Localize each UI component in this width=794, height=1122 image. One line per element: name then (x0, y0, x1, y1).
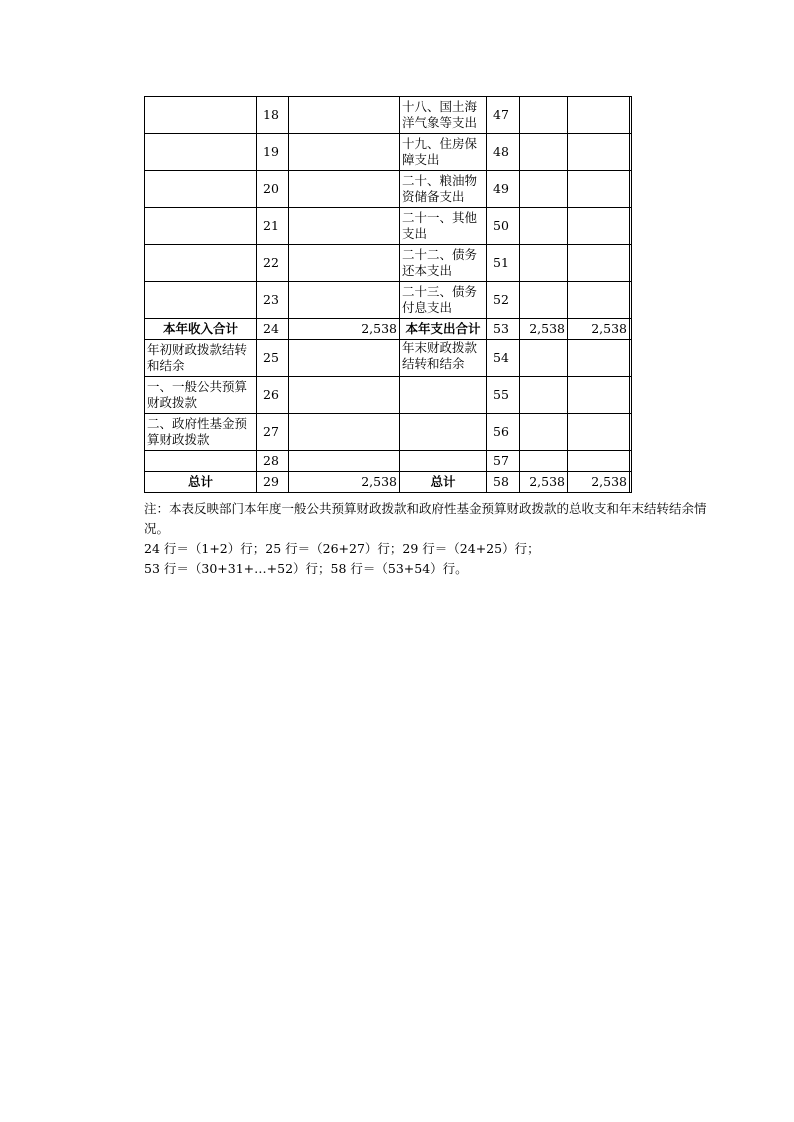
grand-total-expense: 2,538 (568, 472, 630, 493)
expense-amount (568, 134, 630, 171)
expense-item-name: 二十、粮油物资储备支出 (400, 171, 487, 208)
table-row (145, 97, 632, 134)
expense-amount (568, 282, 630, 319)
row-number: 56 (487, 414, 520, 451)
table-row (145, 245, 632, 282)
expense-item-name: 二十三、债务付息支出 (400, 282, 487, 319)
row-number: 20 (257, 171, 289, 208)
income-item-name (145, 134, 257, 171)
row-number: 53 (487, 319, 520, 340)
expense-amount (630, 414, 632, 451)
expense-amount (568, 377, 630, 414)
table-row (145, 208, 632, 245)
fiscal-appropriation-table (144, 96, 632, 493)
row-number: 28 (257, 451, 289, 472)
expense-amount (520, 134, 568, 171)
row-number: 18 (257, 97, 289, 134)
row-number: 23 (257, 282, 289, 319)
row-number: 54 (487, 340, 520, 377)
row-number: 29 (257, 472, 289, 493)
expense-amount (568, 245, 630, 282)
row-number: 58 (487, 472, 520, 493)
expense-amount (630, 451, 632, 472)
expense-item-name: 十八、国土海洋气象等支出 (400, 97, 487, 134)
row-number: 47 (487, 97, 520, 134)
expense-amount (630, 282, 632, 319)
table-row (145, 414, 632, 451)
income-amount (289, 377, 400, 414)
income-total-amount: 2,538 (289, 319, 400, 340)
expense-amount (520, 282, 568, 319)
expense-total-amount (630, 319, 632, 340)
income-amount (289, 171, 400, 208)
note-line: 注：本表反映部门本年度一般公共预算财政拨款和政府性基金预算财政拨款的总收支和年末结转结余情况。 (144, 501, 707, 536)
income-item-name: 二、政府性基金预算财政拨款 (145, 414, 257, 451)
expense-item-name: 十九、住房保障支出 (400, 134, 487, 171)
expense-item-name: 二十二、债务还本支出 (400, 245, 487, 282)
expense-amount (520, 414, 568, 451)
income-item-name (145, 245, 257, 282)
table-row (145, 134, 632, 171)
row-number: 22 (257, 245, 289, 282)
table-row (145, 282, 632, 319)
expense-amount (568, 208, 630, 245)
income-amount (289, 97, 400, 134)
expense-amount (630, 134, 632, 171)
row-number: 55 (487, 377, 520, 414)
income-amount (289, 340, 400, 377)
table-notes (144, 499, 724, 579)
grand-total-expense: 2,538 (520, 472, 568, 493)
expense-amount (630, 171, 632, 208)
expense-amount (520, 451, 568, 472)
expense-total-amount: 2,538 (568, 319, 630, 340)
expense-item-name: 二十一、其他支出 (400, 208, 487, 245)
income-amount (289, 245, 400, 282)
row-number: 19 (257, 134, 289, 171)
row-number: 57 (487, 451, 520, 472)
expense-amount (568, 171, 630, 208)
income-amount (289, 208, 400, 245)
expense-amount (630, 97, 632, 134)
row-number: 24 (257, 319, 289, 340)
note-line: 24 行＝（1+2）行；25 行＝（26+27）行；29 行＝（24+25）行； (144, 541, 540, 556)
grand-total-label-right: 总计 (400, 472, 487, 493)
row-number: 49 (487, 171, 520, 208)
expense-item-name (400, 451, 487, 472)
expense-item-name: 年末财政拨款结转和结余 (400, 340, 487, 377)
row-number: 27 (257, 414, 289, 451)
note-line: 53 行＝（30+31+…+52）行；58 行＝（53+54）行。 (144, 561, 468, 576)
grand-total-label: 总计 (145, 472, 257, 493)
table-row (145, 171, 632, 208)
expense-amount (568, 451, 630, 472)
expense-amount (520, 97, 568, 134)
expense-amount (520, 340, 568, 377)
income-amount (289, 451, 400, 472)
expense-amount (568, 414, 630, 451)
income-total-row (145, 319, 632, 340)
table-row (145, 377, 632, 414)
expense-amount (568, 340, 630, 377)
row-number: 50 (487, 208, 520, 245)
income-item-name (145, 282, 257, 319)
income-total-label: 本年收入合计 (145, 319, 257, 340)
income-item-name (145, 171, 257, 208)
expense-amount (630, 377, 632, 414)
income-item-name: 一、一般公共预算财政拨款 (145, 377, 257, 414)
table-row (145, 451, 632, 472)
expense-amount (520, 377, 568, 414)
row-number: 25 (257, 340, 289, 377)
expense-amount (520, 208, 568, 245)
row-number: 21 (257, 208, 289, 245)
expense-amount (568, 97, 630, 134)
expense-item-name (400, 414, 487, 451)
expense-amount (630, 245, 632, 282)
grand-total-row (145, 472, 632, 493)
income-item-name (145, 208, 257, 245)
income-amount (289, 414, 400, 451)
row-number: 52 (487, 282, 520, 319)
row-number: 51 (487, 245, 520, 282)
table-row (145, 340, 632, 377)
expense-item-name (400, 377, 487, 414)
grand-total-income: 2,538 (289, 472, 400, 493)
expense-total-amount: 2,538 (520, 319, 568, 340)
row-number: 48 (487, 134, 520, 171)
expense-amount (630, 208, 632, 245)
expense-total-label: 本年支出合计 (400, 319, 487, 340)
income-item-name (145, 451, 257, 472)
expense-amount (630, 340, 632, 377)
row-number: 26 (257, 377, 289, 414)
expense-amount (520, 171, 568, 208)
income-amount (289, 282, 400, 319)
income-item-name: 年初财政拨款结转和结余 (145, 340, 257, 377)
income-item-name (145, 97, 257, 134)
income-amount (289, 134, 400, 171)
expense-amount (520, 245, 568, 282)
grand-total-expense (630, 472, 632, 493)
